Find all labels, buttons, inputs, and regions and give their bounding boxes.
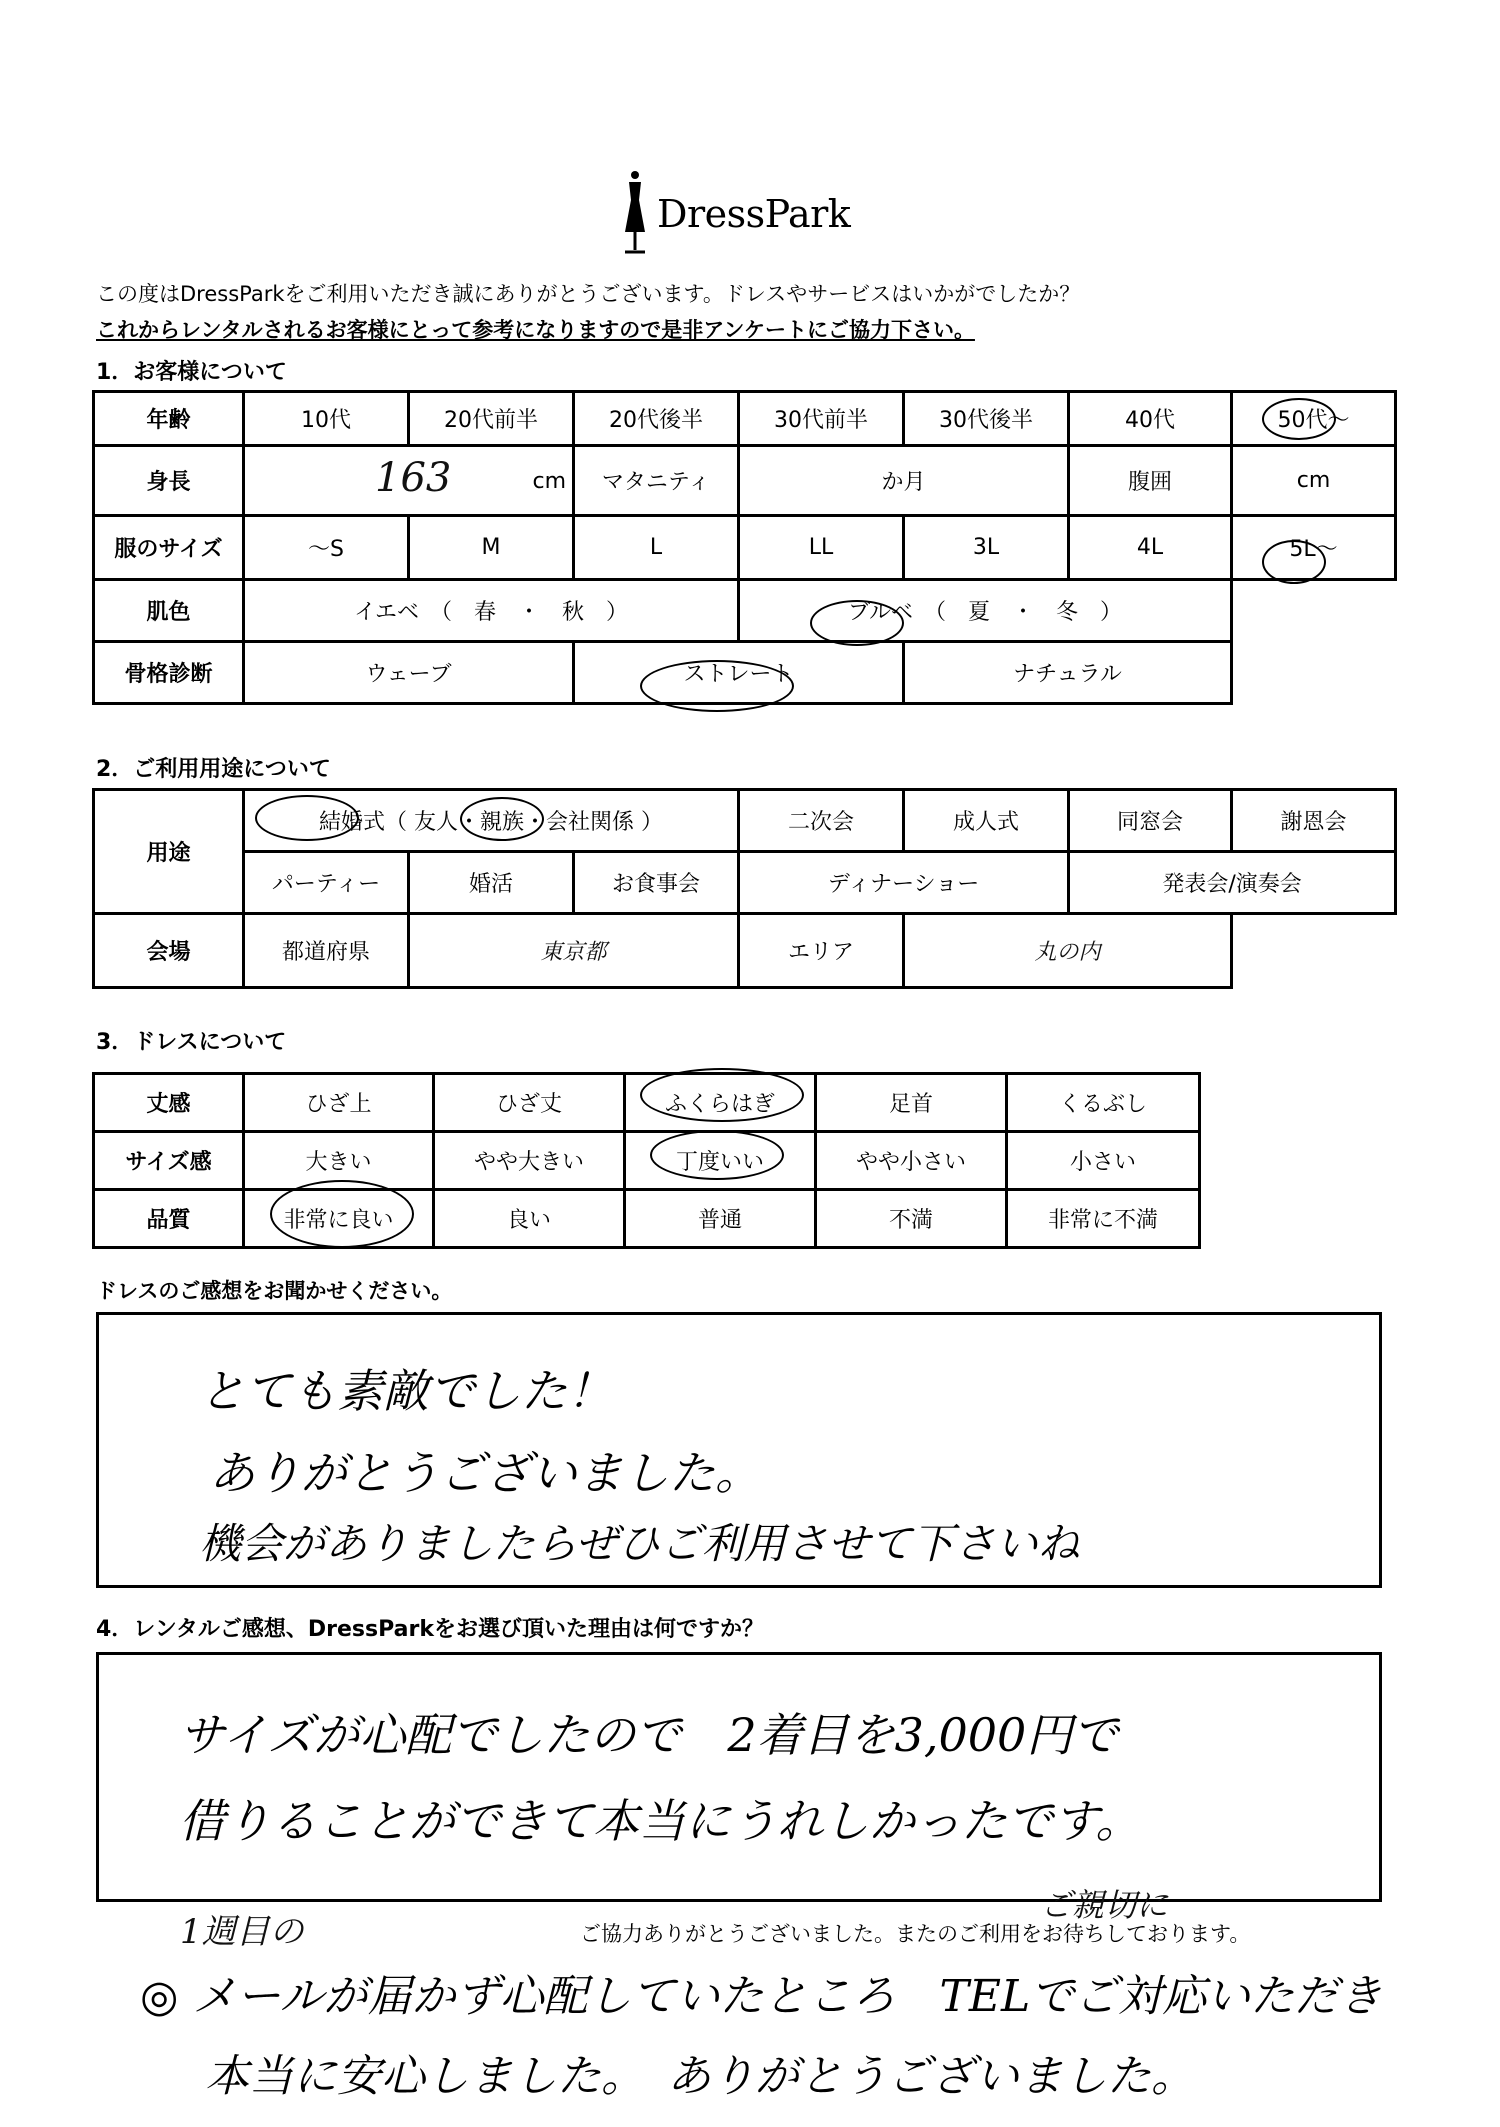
height-row	[94, 446, 1396, 516]
quality-option[interactable]: 非常に不満	[1007, 1190, 1200, 1248]
purpose-label: 用途	[94, 790, 244, 914]
age-option[interactable]: 10代	[244, 392, 409, 446]
age-option-selected[interactable]: 50代～	[1232, 392, 1396, 446]
height-unit: cm	[532, 469, 566, 494]
length-option[interactable]: ひざ丈	[434, 1074, 625, 1132]
size-option[interactable]: LL	[739, 516, 904, 580]
prefecture-label: 都道府県	[244, 914, 409, 988]
purpose-option[interactable]: 発表会/演奏会	[1069, 852, 1396, 914]
size-option[interactable]: L	[574, 516, 739, 580]
size-option[interactable]: 3L	[904, 516, 1069, 580]
fit-option[interactable]: 小さい	[1007, 1132, 1200, 1190]
impressions-prompt: ドレスのご感想をお聞かせください。	[96, 1279, 453, 1303]
dress-table	[92, 1072, 1201, 1249]
frame-label: 骨格診断	[94, 642, 244, 704]
length-option[interactable]: 足首	[816, 1074, 1007, 1132]
age-option[interactable]: 20代前半	[409, 392, 574, 446]
purpose-option[interactable]: 謝恩会	[1232, 790, 1396, 852]
waist-label: 腹囲	[1069, 446, 1232, 516]
purpose-option[interactable]: 二次会	[739, 790, 904, 852]
quality-option[interactable]: 普通	[625, 1190, 816, 1248]
usage-table	[92, 788, 1397, 989]
purpose-option[interactable]: お食事会	[574, 852, 739, 914]
brand-name: DressPark	[657, 192, 851, 236]
length-option[interactable]: ひざ上	[244, 1074, 434, 1132]
impressions-line: 機会がありましたらぜひご利用させて下さいね	[199, 1519, 1080, 1568]
maternity-unit[interactable]: か月	[739, 446, 1069, 516]
frame-option[interactable]: ナチュラル	[904, 642, 1232, 704]
frame-row	[94, 642, 1396, 704]
quality-option[interactable]: 良い	[434, 1190, 625, 1248]
purpose-option[interactable]: パーティー	[244, 852, 409, 914]
impressions-line: ありがとうございました。	[209, 1446, 761, 1500]
section1-title: 1．お客様について	[96, 360, 287, 385]
brand-logo	[615, 170, 895, 260]
size-option[interactable]: ～S	[244, 516, 409, 580]
section4-title: 4．レンタルご感想、DressParkをお選び頂いた理由は何ですか？	[96, 1617, 764, 1642]
purpose-option[interactable]: 成人式	[904, 790, 1069, 852]
reason-line: サイズが心配でしたので 2着目を3,000円で	[179, 1708, 1119, 1762]
customer-info-table	[92, 390, 1397, 705]
thanks-message: ご協力ありがとうございました。またのご利用をお待ちしております。	[580, 1922, 1251, 1946]
frame-option[interactable]: ウェーブ	[244, 642, 574, 704]
purpose-wedding[interactable]: 結婚式（ 友人・親族・会社関係 ）	[244, 790, 739, 852]
maternity-label: マタニティ	[574, 446, 739, 516]
venue-label: 会場	[94, 914, 244, 988]
quality-label: 品質	[94, 1190, 244, 1248]
age-row	[94, 392, 1396, 446]
fit-option-selected[interactable]: 丁度いい	[625, 1132, 816, 1190]
age-option[interactable]: 30代前半	[739, 392, 904, 446]
waist-unit[interactable]: cm	[1232, 446, 1396, 516]
size-option[interactable]: 4L	[1069, 516, 1232, 580]
fit-option[interactable]: やや小さい	[816, 1132, 1007, 1190]
reason-box[interactable]	[96, 1652, 1382, 1902]
area-label: エリア	[739, 914, 904, 988]
skin-label: 肌色	[94, 580, 244, 642]
skin-blue-option[interactable]: ブルベ （ 夏 ・ 冬 ）	[739, 580, 1232, 642]
skin-yellow-option[interactable]: イエベ （ 春 ・ 秋 ）	[244, 580, 739, 642]
intro-text: この度はDressParkをご利用いただき誠にありがとうございます。ドレスやサービスはいかがでしたか？	[96, 282, 1081, 306]
intro-request: これからレンタルされるお客様にとって参考になりますので是非アンケートにご協力下さい。	[96, 318, 975, 342]
size-option[interactable]: M	[409, 516, 574, 580]
dress-form-icon	[615, 170, 655, 260]
impressions-line: とても素敵でした！	[199, 1364, 613, 1418]
section2-title: 2．ご利用用途について	[96, 757, 331, 782]
skin-row	[94, 580, 1396, 642]
purpose-option[interactable]: 婚活	[409, 852, 574, 914]
handwritten-annotation: ご親切に	[1040, 1886, 1169, 1924]
quality-option[interactable]: 不満	[816, 1190, 1007, 1248]
age-option[interactable]: 40代	[1069, 392, 1232, 446]
reason-line: 借りることができて本当にうれしかったです。	[179, 1794, 1142, 1848]
area-value[interactable]: 丸の内	[904, 914, 1232, 988]
fit-option[interactable]: やや大きい	[434, 1132, 625, 1190]
age-label: 年齢	[94, 392, 244, 446]
handwritten-note-line: 本当に安心しました。 ありがとうございました。	[205, 2051, 1195, 2102]
height-value[interactable]: 163	[375, 455, 452, 501]
purpose-option[interactable]: 同窓会	[1069, 790, 1232, 852]
age-option[interactable]: 30代後半	[904, 392, 1069, 446]
age-option[interactable]: 20代後半	[574, 392, 739, 446]
size-option-selected[interactable]: 5L～	[1232, 516, 1396, 580]
section3-title: 3．ドレスについて	[96, 1030, 287, 1055]
height-label: 身長	[94, 446, 244, 516]
length-label: 丈感	[94, 1074, 244, 1132]
impressions-box[interactable]	[96, 1312, 1382, 1588]
length-option[interactable]: くるぶし	[1007, 1074, 1200, 1132]
size-row	[94, 516, 1396, 580]
fit-option[interactable]: 大きい	[244, 1132, 434, 1190]
handwritten-note-prefix: 1週目の	[180, 1912, 304, 1952]
prefecture-value[interactable]: 東京都	[409, 914, 739, 988]
purpose-option[interactable]: ディナーショー	[739, 852, 1069, 914]
frame-option-selected[interactable]: ストレート	[574, 642, 904, 704]
quality-option-selected[interactable]: 非常に良い	[244, 1190, 434, 1248]
handwritten-note-line: ◎ メールが届かず心配していたところ TELでご対応いただき	[140, 1971, 1383, 2022]
fit-label: サイズ感	[94, 1132, 244, 1190]
length-option-selected[interactable]: ふくらはぎ	[625, 1074, 816, 1132]
size-label: 服のサイズ	[94, 516, 244, 580]
